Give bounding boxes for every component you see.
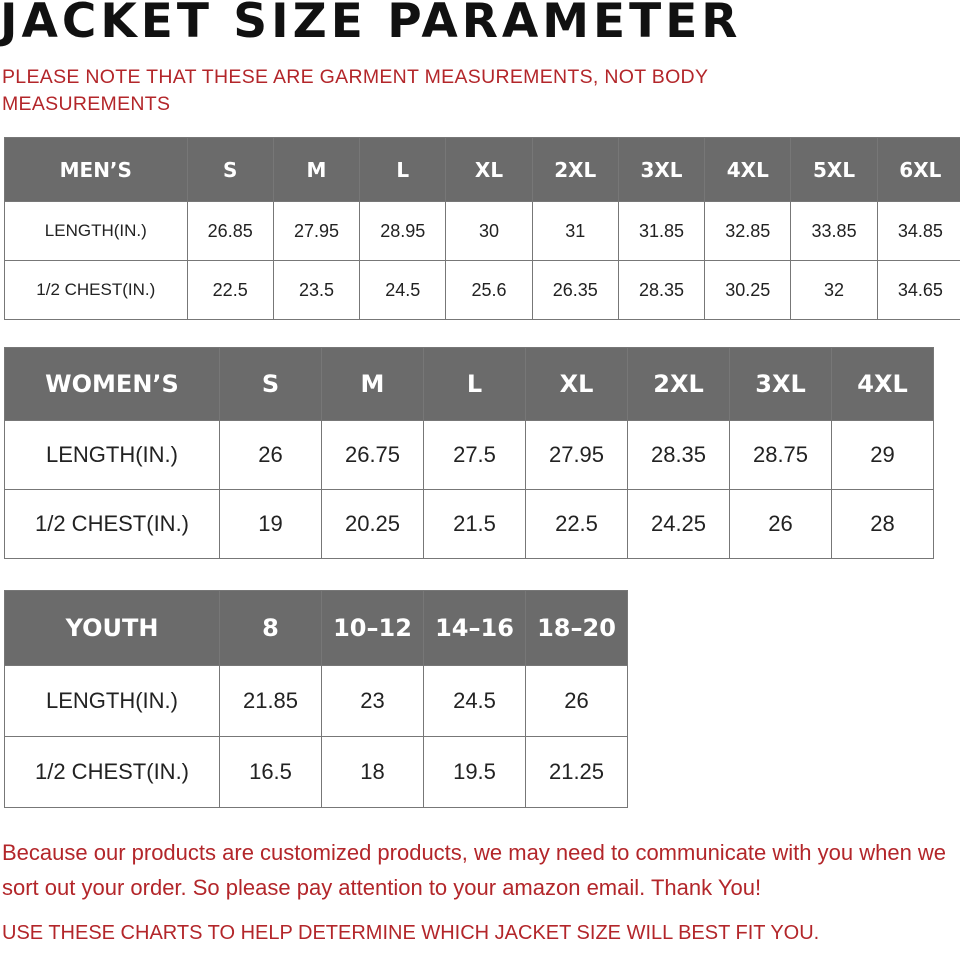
header-cell: 10–12: [322, 591, 424, 666]
header-cell: 6XL: [877, 138, 960, 202]
header-cell: 5XL: [791, 138, 877, 202]
header-cell: M: [273, 138, 359, 202]
table-header-row: [5, 138, 960, 202]
header-cell: L: [424, 348, 526, 421]
table-cell: 18: [322, 737, 424, 808]
table-cell: 28.35: [618, 261, 704, 320]
header-cell: 8: [220, 591, 322, 666]
table-cell: 28.95: [360, 202, 446, 261]
table-row: [5, 666, 628, 737]
table-cell: 31.85: [618, 202, 704, 261]
table-cell: 28.75: [730, 421, 832, 490]
size-advice: USE THESE CHARTS TO HELP DETERMINE WHICH JACKET SIZE WILL BEST FIT YOU.: [2, 922, 820, 944]
table-cell: 34.65: [877, 261, 960, 320]
men-size-table: [4, 137, 960, 320]
header-cell: 3XL: [618, 138, 704, 202]
table-cell: 27.5: [424, 421, 526, 490]
row-label: LENGTH(IN.): [5, 421, 220, 490]
header-cell: XL: [526, 348, 628, 421]
table-cell: 23.5: [273, 261, 359, 320]
row-label: 1/2 CHEST(IN.): [5, 261, 188, 320]
page-title: JACKET SIZE PARAMETER: [0, 0, 742, 49]
table-cell: 19: [220, 490, 322, 559]
table-cell: 21.25: [526, 737, 628, 808]
row-label: LENGTH(IN.): [5, 202, 188, 261]
table-header-row: [5, 348, 934, 421]
youth-size-table: [4, 590, 628, 808]
row-label: 1/2 CHEST(IN.): [5, 737, 220, 808]
header-cell: XL: [446, 138, 532, 202]
table-cell: 26: [730, 490, 832, 559]
table-cell: 30.25: [705, 261, 791, 320]
header-cell: 2XL: [532, 138, 618, 202]
table-cell: 27.95: [273, 202, 359, 261]
table-cell: 28.35: [628, 421, 730, 490]
table-cell: 26.85: [187, 202, 273, 261]
table-cell: 24.25: [628, 490, 730, 559]
table-row: [5, 202, 960, 261]
table-cell: 32: [791, 261, 877, 320]
measurement-note: PLEASE NOTE THAT THESE ARE GARMENT MEASUREMENTS, NOT BODY MEASUREMENTS: [2, 66, 708, 115]
table-cell: 22.5: [526, 490, 628, 559]
table-cell: 26.35: [532, 261, 618, 320]
row-label: 1/2 CHEST(IN.): [5, 490, 220, 559]
header-cell: 18–20: [526, 591, 628, 666]
header-cell: S: [220, 348, 322, 421]
table-cell: 31: [532, 202, 618, 261]
table-cell: 29: [832, 421, 934, 490]
table-cell: 24.5: [360, 261, 446, 320]
table-cell: 20.25: [322, 490, 424, 559]
table-cell: 21.85: [220, 666, 322, 737]
header-cell: S: [187, 138, 273, 202]
women-size-table: [4, 347, 934, 559]
table-cell: 19.5: [424, 737, 526, 808]
table-cell: 26: [220, 421, 322, 490]
header-cell: WOMEN’S: [5, 348, 220, 421]
table-row: [5, 261, 960, 320]
table-cell: 23: [322, 666, 424, 737]
table-cell: 26: [526, 666, 628, 737]
table-header-row: [5, 591, 628, 666]
header-cell: 2XL: [628, 348, 730, 421]
table-cell: 27.95: [526, 421, 628, 490]
table-cell: 33.85: [791, 202, 877, 261]
table-cell: 24.5: [424, 666, 526, 737]
header-cell: 14–16: [424, 591, 526, 666]
table-cell: 22.5: [187, 261, 273, 320]
table-cell: 25.6: [446, 261, 532, 320]
table-cell: 16.5: [220, 737, 322, 808]
header-cell: MEN’S: [5, 138, 188, 202]
table-cell: 28: [832, 490, 934, 559]
customization-notice: Because our products are customized products, we may need to communicate with you when we sort out your order. So please pay attention to your amazon email. Thank You!: [2, 840, 947, 900]
header-cell: 4XL: [832, 348, 934, 421]
table-cell: 21.5: [424, 490, 526, 559]
table-cell: 34.85: [877, 202, 960, 261]
table-cell: 26.75: [322, 421, 424, 490]
table-row: [5, 421, 934, 490]
header-cell: M: [322, 348, 424, 421]
row-label: LENGTH(IN.): [5, 666, 220, 737]
table-cell: 30: [446, 202, 532, 261]
header-cell: 4XL: [705, 138, 791, 202]
header-cell: YOUTH: [5, 591, 220, 666]
header-cell: L: [360, 138, 446, 202]
table-row: [5, 737, 628, 808]
table-cell: 32.85: [705, 202, 791, 261]
table-row: [5, 490, 934, 559]
header-cell: 3XL: [730, 348, 832, 421]
